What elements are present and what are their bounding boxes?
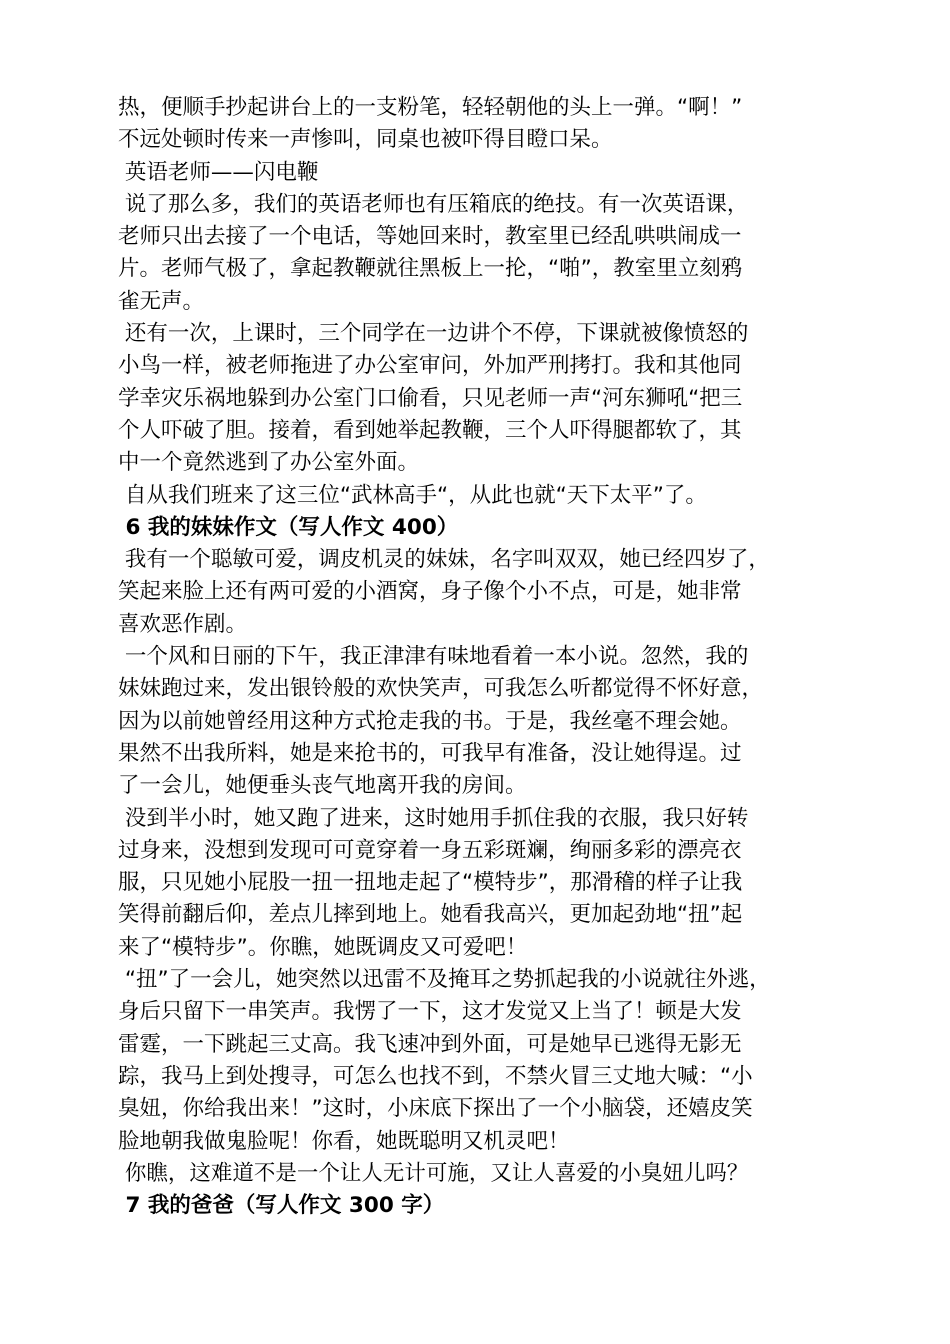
text-line: 笑得前翻后仰，差点儿摔到地上。她看我高兴，更加起劲地“扭”起 [118, 902, 743, 928]
text-line: 服，只见她小屁股一扭一扭地走起了“模特步”，那滑稽的样子让我 [118, 870, 743, 896]
text-line: 还有一次，上课时，三个同学在一边讲个不停，下课就被像愤怒的 [118, 321, 749, 347]
text-line: 中一个竟然逃到了办公室外面。 [118, 450, 420, 476]
text-line: 妹妹跑过来，发出银铃般的欢快笑声，可我怎么听都觉得不怀好意， [118, 676, 764, 702]
text-line: 老师只出去接了一个电话，等她回来时，教室里已经乱哄哄闹成一 [118, 224, 742, 250]
text-line: 喜欢恶作剧。 [118, 611, 248, 637]
text-line: 没到半小时，她又跑了进来，这时她用手抓住我的衣服，我只好转 [118, 805, 749, 831]
text-line: 臭妞，你给我出来！”这时，小床底下探出了一个小脑袋，还嬉皮笑 [118, 1096, 753, 1122]
text-line: 说了那么多，我们的英语老师也有压箱底的绝技。有一次英语课， [118, 191, 749, 217]
text-line: 踪，我马上到处搜寻，可怎么也找不到，不禁火冒三丈地大喊：“小 [118, 1063, 753, 1089]
text-line: 一个风和日丽的下午，我正津津有味地看着一本小说。忽然，我的 [118, 644, 749, 670]
text-line: 了一会儿，她便垂头丧气地离开我的房间。 [118, 773, 527, 799]
essay-title-my-father: 7 我的爸爸（写人作文 300 字） [118, 1193, 445, 1219]
text-line: 个人吓破了胆。接着，看到她举起教鞭，三个人吓得腿都软了，其 [118, 417, 742, 443]
document-page [118, 92, 838, 1222]
text-line: 脸地朝我做鬼脸呢！你看，她既聪明又机灵吧！ [118, 1128, 570, 1154]
text-line: 果然不出我所料，她是来抢书的，可我早有准备，没让她得逞。过 [118, 740, 742, 766]
text-line: 来了“模特步”。你瞧，她既调皮又可爱吧！ [118, 934, 528, 960]
text-line: 因为以前她曾经用这种方式抢走我的书。于是，我丝毫不理会她。 [118, 708, 742, 734]
text-line: 雷霆，一下跳起三丈高。我飞速冲到外面，可是她早已逃得无影无 [118, 1031, 742, 1057]
text-line: 学幸灾乐祸地躲到办公室门口偷看，只见老师一声“河东狮吼“把三 [118, 385, 743, 411]
section-heading-english-teacher: 英语老师——闪电鞭 [118, 159, 319, 185]
text-line: 雀无声。 [118, 288, 205, 314]
text-line: 不远处顿时传来一声惨叫，同桌也被吓得目瞪口呆。 [118, 127, 613, 153]
text-line: 你瞧，这难道不是一个让人无计可施，又让人喜爱的小臭妞儿吗？ [118, 1160, 749, 1186]
text-line: 片。老师气极了，拿起教鞭就往黑板上一抡，“啪”，教室里立刻鸦 [118, 256, 743, 282]
text-line: 我有一个聪敏可爱，调皮机灵的妹妹，名字叫双双，她已经四岁了， [118, 547, 770, 573]
text-line: 笑起来脸上还有两可爱的小酒窝，身子像个小不点，可是，她非常 [118, 579, 742, 605]
text-line: 过身来，没想到发现可可竟穿着一身五彩斑斓，绚丽多彩的漂亮衣 [118, 837, 742, 863]
text-line: 热，便顺手抄起讲台上的一支粉笔，轻轻朝他的头上一弹。“啊！” [118, 95, 743, 120]
text-line: 身后只留下一串笑声。我愣了一下，这才发觉又上当了！顿是大发 [118, 999, 742, 1025]
text-line: 小鸟一样，被老师拖进了办公室审问，外加严刑拷打。我和其他同 [118, 353, 742, 379]
text-line: 自从我们班来了这三位“武林高手“，从此也就“天下太平”了。 [118, 482, 707, 508]
essay-title-my-sister: 6 我的妹妹作文（写人作文 400） [118, 514, 459, 540]
text-line: “扭”了一会儿，她突然以迅雷不及掩耳之势抓起我的小说就往外逃， [118, 967, 771, 993]
